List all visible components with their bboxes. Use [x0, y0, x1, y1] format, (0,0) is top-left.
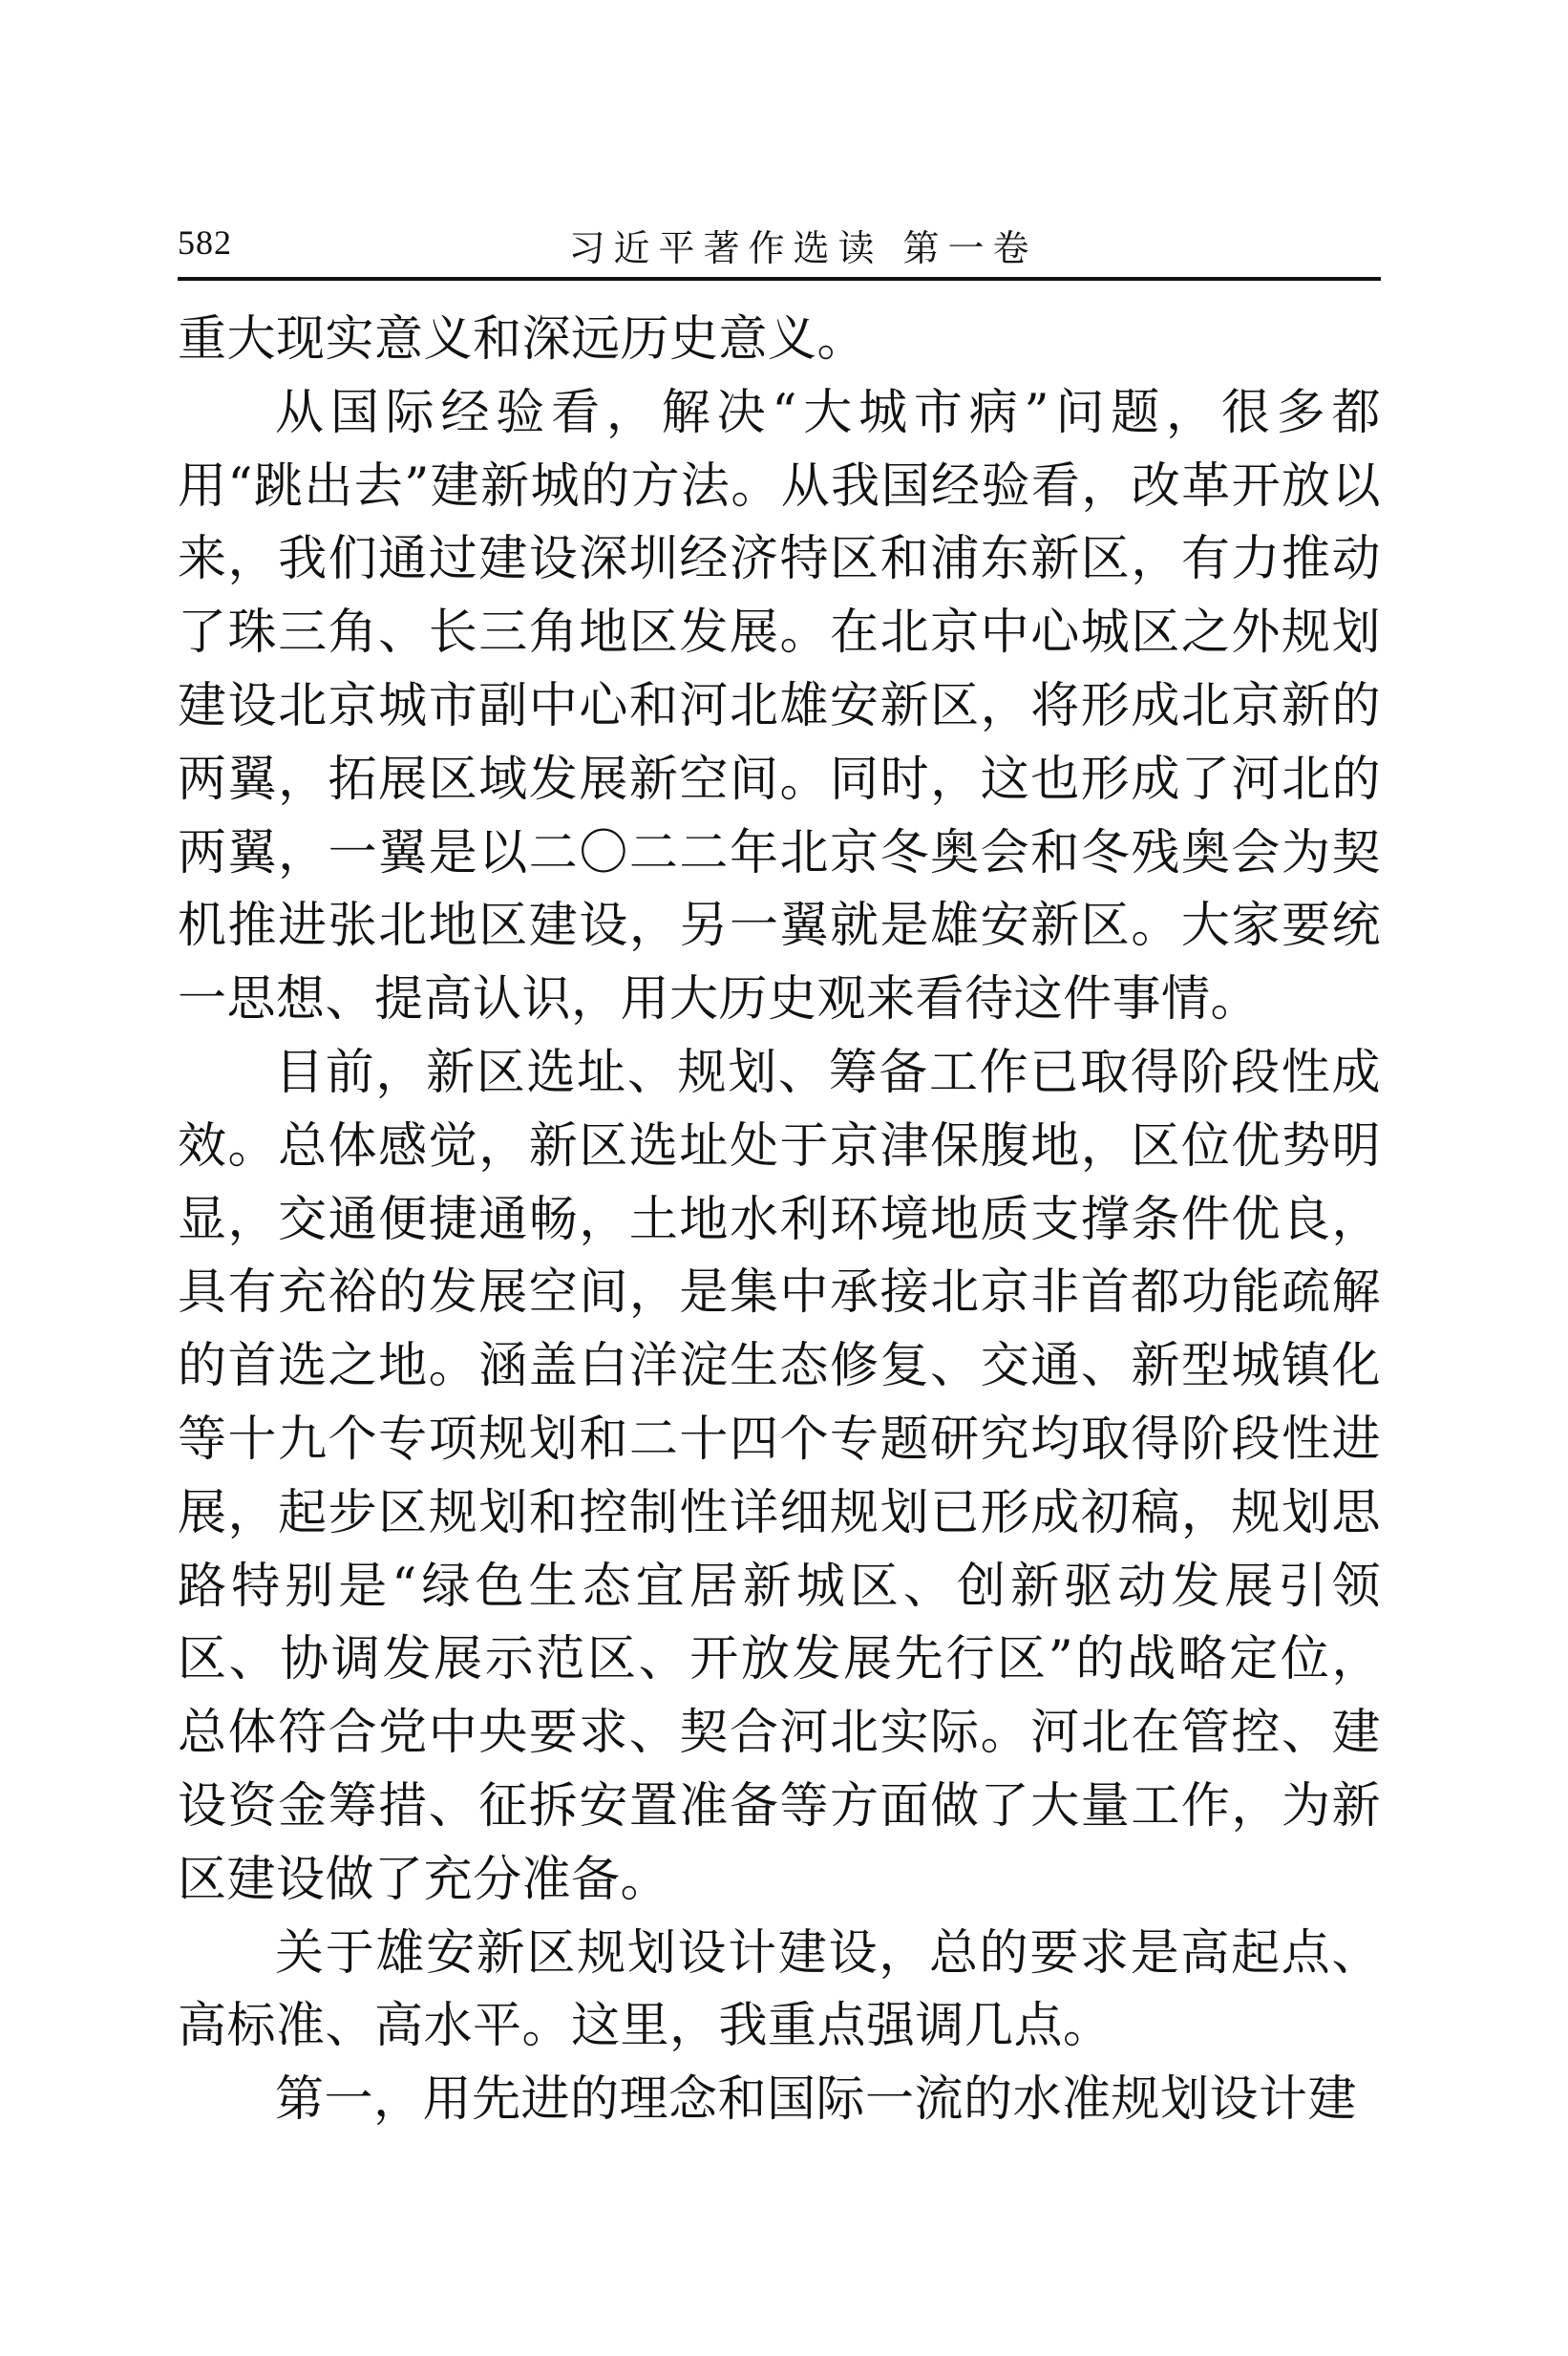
paragraph: 从国际经验看，解决“大城市病”问题，很多都用“跳出去”建新城的方法。从我国经验看，改革开放以来，我们通过建设深圳经济特区和浦东新区，有力推动了珠三角、长三角地区发展。在北京中心城区之外规划建设北京城市副中心和河北雄安新区，将形成北京新的两翼，拓展区域发展新空间。同时，这也形成了河北的两翼，一翼是以二〇二二年北京冬奥会和冬残奥会为契机推进张北地区建设，另一翼就是雄安新区。大家要统一思想、提高认识，用大历史观来看待这件事情。	[178, 384, 1381, 1029]
header-rule	[178, 277, 1381, 281]
running-head-title: 习近平著作选读 第一卷	[568, 227, 1038, 269]
paragraph-continued: 重大现实意义和深远历史意义。	[178, 311, 867, 368]
paragraph: 目前，新区选址、规划、筹备工作已取得阶段性成效。总体感觉，新区选址处于京津保腹地，区位优势明显，交通便捷通畅，土地水利环境地质支撑条件优良，具有充裕的发展空间，是集中承接北京非首都功能疏解的首选之地。涵盖白洋淀生态修复、交通、新型城镇化等十九个专项规划和二十四个专题研究均取得阶段性进展，起步区规划和控制性详细规划已形成初稿，规划思路特别是“绿色生态宜居新城区、创新驱动发展引领区、协调发展示范区、开放发展先行区”的战略定位，总体符合党中央要求、契合河北实际。河北在管控、建设资金筹措、征拆安置准备等方面做了大量工作，为新区建设做了充分准备。	[178, 1044, 1381, 1908]
paragraph: 第一，用先进的理念和国际一流的水准规划设计建	[275, 2071, 1358, 2129]
paragraph: 关于雄安新区规划设计建设，总的要求是高起点、高标准、高水平。这里，我重点强调几点。	[178, 1924, 1381, 2055]
body-text	[178, 304, 1381, 2137]
page-header	[178, 215, 1381, 282]
page-number: 582	[178, 223, 232, 262]
